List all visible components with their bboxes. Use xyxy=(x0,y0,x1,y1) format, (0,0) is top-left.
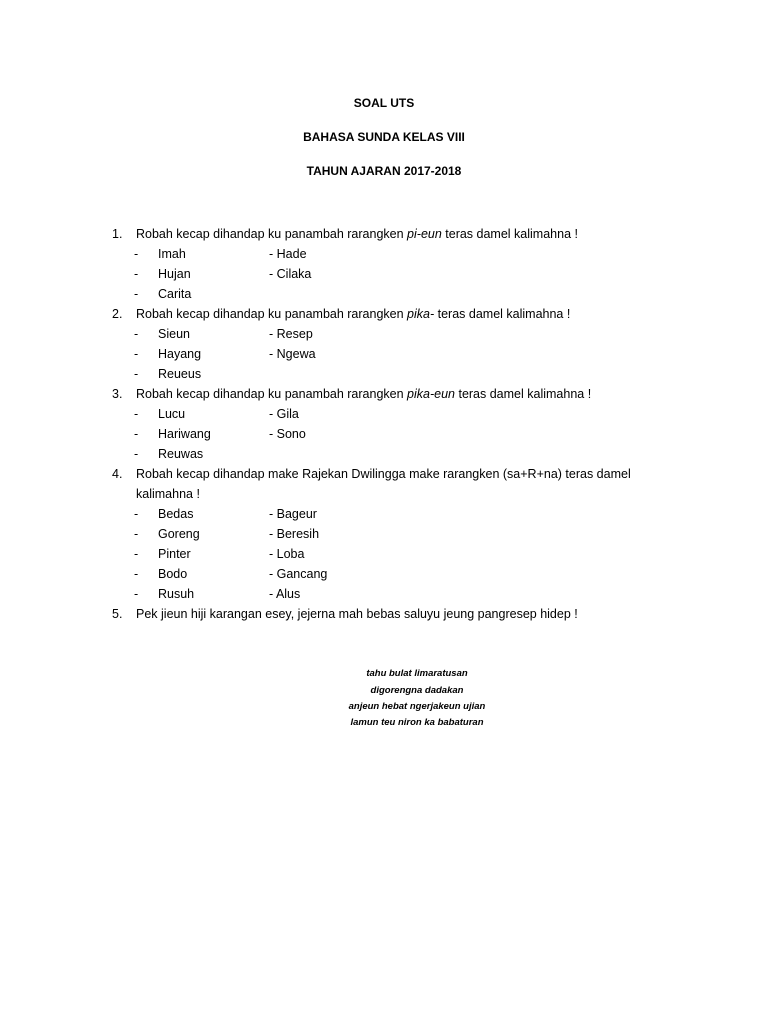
question-text xyxy=(136,226,578,242)
word-right: - Hade xyxy=(269,247,307,261)
item-dash: - xyxy=(134,327,139,341)
poem-line: digorengna dadakan xyxy=(370,685,464,696)
item-dash: - xyxy=(134,347,139,361)
word-right: - Gancang xyxy=(269,567,328,581)
word-right: - Sono xyxy=(269,427,306,441)
poem-line: lamun teu niron ka babaturan xyxy=(350,717,484,728)
item-dash: - xyxy=(134,247,139,261)
word-right: - Alus xyxy=(269,587,301,601)
question-affix: pi-eun xyxy=(407,227,442,241)
doc-subject: BAHASA SUNDA KELAS VIII xyxy=(303,130,465,144)
question-text xyxy=(136,306,570,322)
item-dash: - xyxy=(134,407,139,421)
item-dash: - xyxy=(134,587,139,601)
word-left: Pinter xyxy=(158,547,191,561)
question-text: Pek jieun hiji karangan esey, jejerna mah bebas saluyu jeung pangresep hidep ! xyxy=(136,607,578,621)
word-right: - Cilaka xyxy=(269,267,312,281)
word-left: Goreng xyxy=(158,527,200,541)
poem-line: tahu bulat limaratusan xyxy=(366,668,468,679)
item-dash: - xyxy=(134,267,139,281)
question-text xyxy=(136,386,591,402)
question-text-line1: Robah kecap dihandap make Rajekan Dwilingga make rarangken (sa+R+na) teras damel xyxy=(136,467,631,481)
word-right: - Bageur xyxy=(269,507,317,521)
word-right: - Resep xyxy=(269,327,313,341)
word-left: Bedas xyxy=(158,507,194,521)
question-number: 2. xyxy=(112,307,123,321)
doc-title: SOAL UTS xyxy=(353,96,415,110)
word-left: Hujan xyxy=(158,267,191,281)
item-dash: - xyxy=(134,447,139,461)
word-left: Reueus xyxy=(158,367,202,381)
word-right: - Ngewa xyxy=(269,347,316,361)
word-left: Rusuh xyxy=(158,587,195,601)
word-right: - Loba xyxy=(269,547,305,561)
word-left: Reuwas xyxy=(158,447,204,461)
question-number: 4. xyxy=(112,467,123,481)
word-left: Bodo xyxy=(158,567,188,581)
item-dash: - xyxy=(134,547,139,561)
question-text-pre: Robah kecap dihandap ku panambah rarangken xyxy=(136,307,408,321)
question-number: 3. xyxy=(112,387,123,401)
poem-line: anjeun hebat ngerjakeun ujian xyxy=(348,701,486,712)
question-affix: pika- xyxy=(407,307,435,321)
word-left: Sieun xyxy=(158,327,190,341)
question-text-pre: Robah kecap dihandap ku panambah rarangken xyxy=(136,387,408,401)
word-left: Hariwang xyxy=(158,427,211,441)
item-dash: - xyxy=(134,507,139,521)
question-affix: pika-eun xyxy=(407,387,455,401)
question-text-post: teras damel kalimahna ! xyxy=(455,387,592,401)
word-left: Lucu xyxy=(158,407,186,421)
word-right: - Beresih xyxy=(269,527,320,541)
item-dash: - xyxy=(134,367,139,381)
word-left: Hayang xyxy=(158,347,202,361)
word-left: Imah xyxy=(158,247,186,261)
word-right: - Gila xyxy=(269,407,299,421)
item-dash: - xyxy=(134,287,139,301)
question-text-post: teras damel kalimahna ! xyxy=(434,307,571,321)
item-dash: - xyxy=(134,567,139,581)
word-left: Carita xyxy=(158,287,192,301)
item-dash: - xyxy=(134,527,139,541)
doc-year: TAHUN AJARAN 2017-2018 xyxy=(306,164,462,178)
item-dash: - xyxy=(134,427,139,441)
question-text-line2: kalimahna ! xyxy=(136,487,200,501)
question-text-pre: Robah kecap dihandap ku panambah rarangken xyxy=(136,227,408,241)
question-text-post: teras damel kalimahna ! xyxy=(441,227,578,241)
question-number: 1. xyxy=(112,227,123,241)
question-number: 5. xyxy=(112,607,123,621)
